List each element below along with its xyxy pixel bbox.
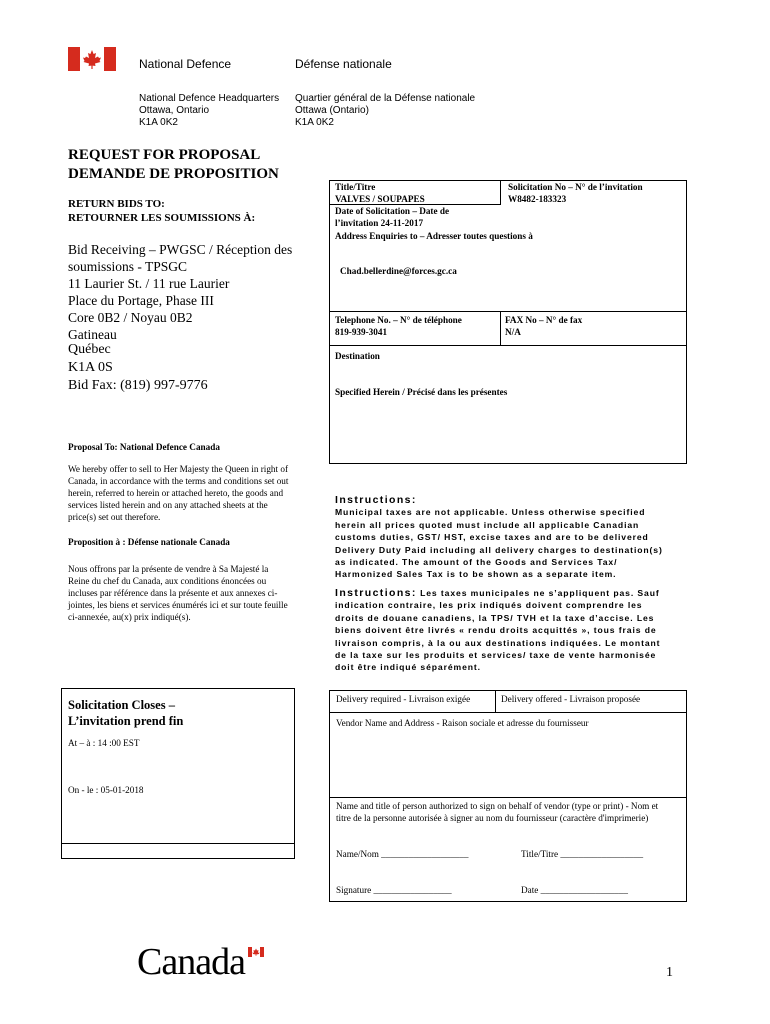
dept-name-fr: Défense nationale: [295, 57, 392, 71]
delivery-offered-label: Delivery offered - Livraison proposée: [501, 694, 641, 704]
vendor-signature-field[interactable]: Signature _________________: [336, 885, 452, 895]
vendor-date-field[interactable]: Date ___________________: [521, 885, 628, 895]
vendor-title-field[interactable]: Title/Titre __________________: [521, 849, 644, 859]
fax-label: FAX No – N° de fax: [505, 315, 583, 325]
proposal-body-en: We hereby offer to sell to Her Majesty the Queen in right of Canada, in accordance with the terms and conditions set out herein, referred to herein or attached hereto, the goods and services listed herein and on any attached sheets at the price(s) set out therefore.: [68, 464, 289, 522]
title-line-fr: DEMANDE DE PROPOSITION: [68, 166, 279, 182]
fax-value: N/A: [505, 327, 521, 337]
closing-title: Solicitation Closes – L’invitation prend fin: [68, 698, 184, 728]
vendor-name-address-label: Vendor Name and Address - Raison sociale et adresse du fournisseur: [336, 718, 589, 728]
phone-value: 819-939-3041: [335, 327, 388, 337]
enquiries-email: Chad.bellerdine@forces.gc.ca: [340, 266, 457, 276]
return-bids-address-tail: Québec K1A 0S Bid Fax: (819) 997-9776: [68, 342, 208, 393]
canada-flag-icon: [68, 47, 116, 71]
title-line-en: REQUEST FOR PROPOSAL: [68, 147, 261, 163]
dept-address-en: National Defence Headquarters Ottawa, Ontario K1A 0K2: [139, 93, 280, 128]
dept-name-en: National Defence: [139, 57, 232, 71]
instructions-fr: [335, 587, 675, 674]
dept-address-fr: Quartier général de la Défense nationale Ottawa (Ontario) K1A 0K2: [295, 93, 476, 128]
closing-time: At – à : 14 :00 EST: [68, 738, 140, 748]
return-bids-address: Bid Receiving – PWGSC / Réception des soumissions - TPSGC 11 Laurier St. / 11 rue Laurier Place du Portage, Phase III Core 0B2 / Noyau 0B2 Gatineau: [68, 242, 293, 342]
instructions-en-title: Instructions:: [335, 494, 417, 506]
authorized-person-label: Name and title of person authorized to sign on behalf of vendor (type or print) - Nom et titre de la personne autorisée à signer au nom du fournisseur (caractère d'imprimerie): [336, 801, 659, 823]
closing-date: On - le : 05-01-2018: [68, 785, 144, 795]
phone-label: Telephone No. – N° de téléphone: [335, 315, 462, 325]
proposal-body-fr: Nous offrons par la présente de vendre à Sa Majesté la Reine du chef du Canada, aux conditions énoncées ou incluses par référence dans la présente et aux annexes ci-jointes, les biens et services énumérés ici et sur toute feuille ci-annexée, au(x) prix indiqué(s).: [68, 564, 288, 622]
solicitation-title-value: VALVES / SOUPAPES: [335, 194, 425, 204]
proposal-to-fr: Proposition à : Défense nationale Canada: [68, 537, 230, 547]
instructions-en: [335, 494, 675, 581]
solicitation-title-label: Title/Titre: [335, 182, 376, 192]
canada-wordmark: Canada: [137, 941, 245, 983]
wordmark-flag-icon: [248, 944, 264, 954]
proposal-to-en: Proposal To: National Defence Canada: [68, 442, 220, 452]
enquiries-label: Address Enquiries to – Adresser toutes questions à: [335, 231, 533, 241]
solicitation-number-label: Solicitation No – N° de l’invitation: [508, 182, 643, 192]
vendor-name-field[interactable]: Name/Nom ___________________: [336, 849, 469, 859]
solicitation-date: Date of Solicitation – Date de l’invitation 24-11-2017: [335, 206, 450, 228]
page-number: 1: [666, 965, 673, 980]
delivery-required-label: Delivery required - Livraison exigée: [336, 694, 471, 704]
page-title: [68, 146, 279, 184]
instructions-en-text: Municipal taxes are not applicable. Unless otherwise specified herein all prices quoted must include all applicable Canadian customs duties, GST/ HST, excise taxes and are to be delivered Delivery Duty Paid including all delivery charges to destination(s) as indicated. The amount of the Goods and Services Tax/ Harmonized Sales Tax is to be shown as a separate item.: [335, 507, 663, 580]
return-bids-label: RETURN BIDS TO: RETOURNER LES SOUMISSIONS À:: [68, 198, 256, 224]
instructions-fr-title: Instructions:: [335, 587, 417, 599]
instructions-fr-text: Les taxes municipales ne s’appliquent pas. Sauf indication contraire, les prix indiqués doivent comprendre les droits de douane canadiens, la TPS/ TVH et la taxe d’accise. Les biens doivent être livrés « rendu droits acquittés », tous frais de livraison compris, à la ou aux destinations indiquées. Le montant de la taxe sur les produits et services/ taxe de vente harmonisée doit être indiqué séparément.: [335, 588, 661, 673]
destination-label: Destination: [335, 351, 380, 361]
destination-value: Specified Herein / Précisé dans les présentes: [335, 387, 508, 397]
solicitation-number-value: W8482-183323: [508, 194, 567, 204]
